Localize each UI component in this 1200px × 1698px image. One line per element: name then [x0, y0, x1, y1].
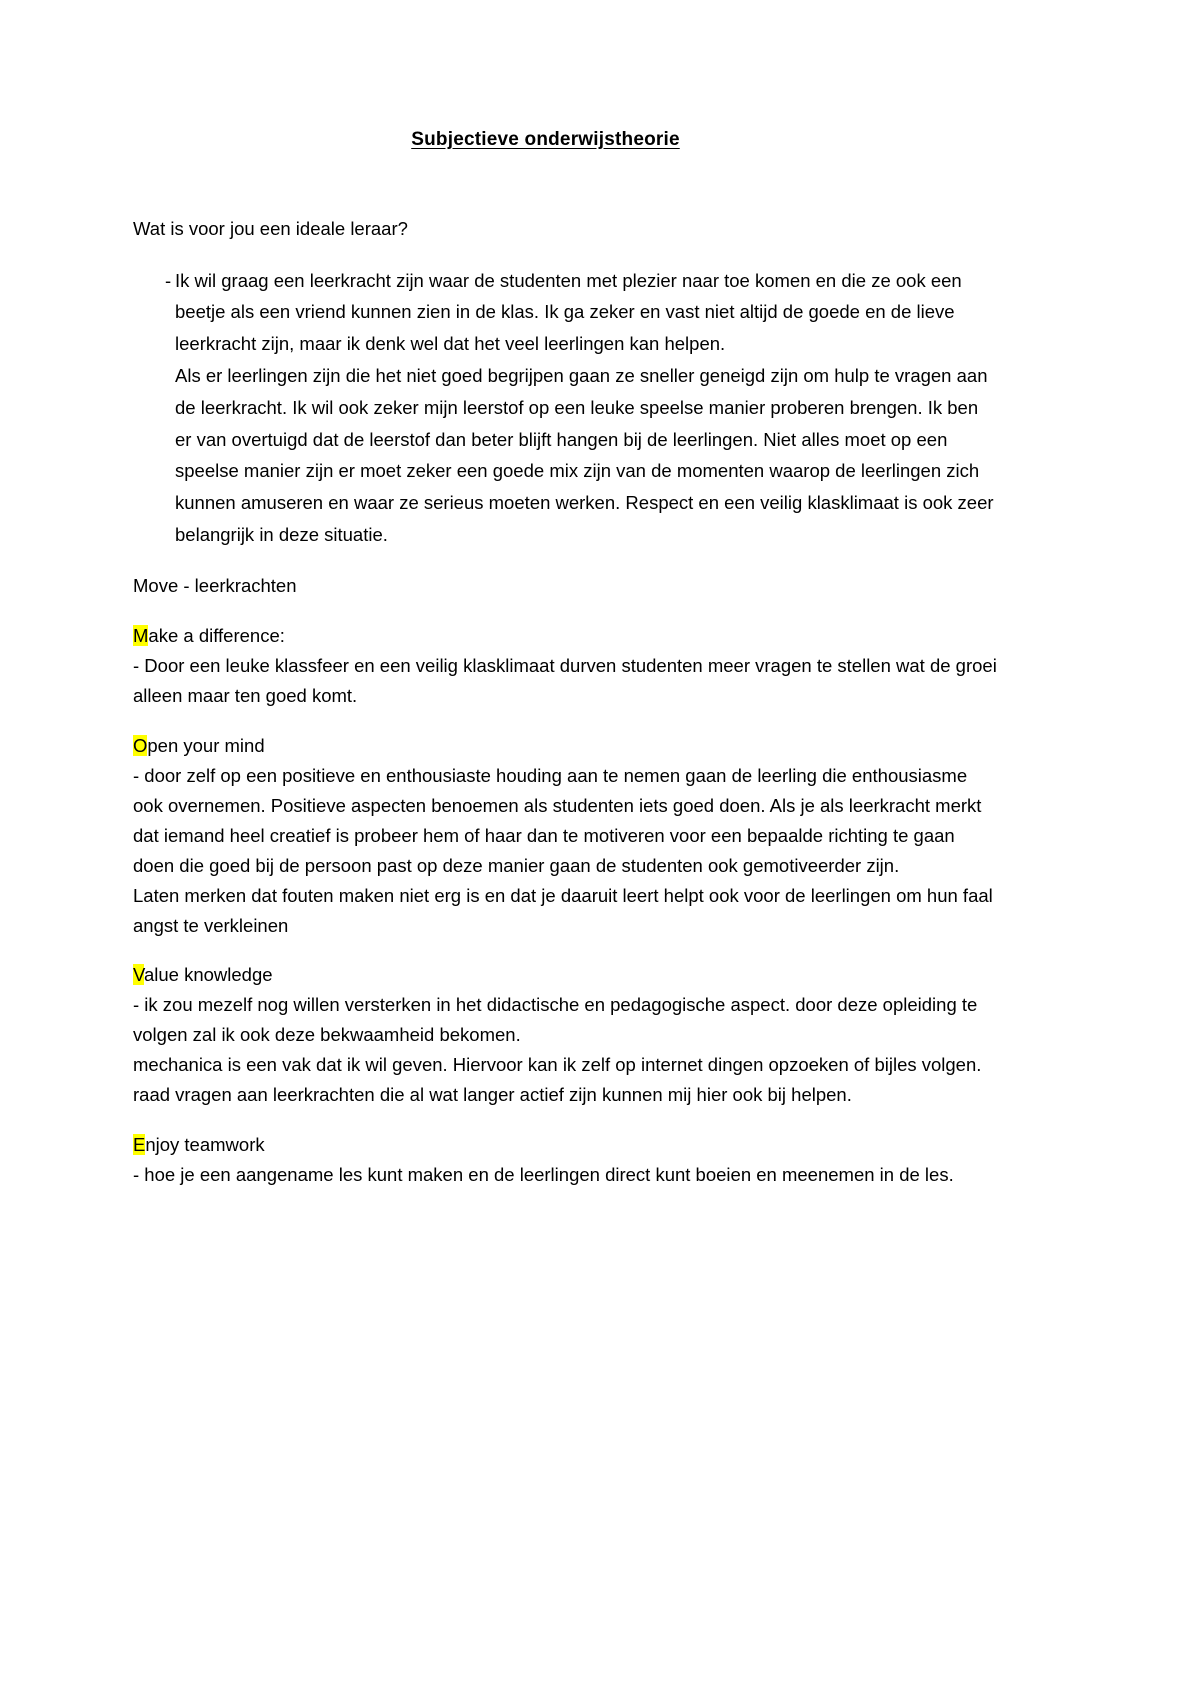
move-label-spacer [133, 601, 998, 621]
section-paragraph: mechanica is een vak dat ik wil geven. Hiervoor kan ik zelf op internet dingen opzoeken of bijles volgen. [133, 1054, 982, 1076]
section-heading-rest-value-knowledge: alue knowledge [143, 964, 273, 986]
question-spacer [133, 243, 998, 265]
bullet-spacer [133, 551, 998, 571]
section-paragraph: raad vragen aan leerkrachten die al wat langer actief zijn kunnen mij hier ook bij helpen. [133, 1084, 852, 1106]
answer-bullet-text [175, 265, 998, 551]
section-paragraph: - door zelf op een positieve en enthousiaste houding aan te nemen gaan de leerling die enthousiasme ook overnemen. Positieve aspecten benoemen als studenten iets goed doen. Als je als leerkracht merkt dat iemand heel creatief is probeer hem of haar dan te motiveren voor een bepaalde richting te gaan doen die goed bij de persoon past op deze manier gaan de studenten ook gemotiveerder zijn. [133, 764, 982, 876]
move-label: Move - leerkrachten [133, 574, 297, 596]
answer-paragraph-2: Als er leerlingen zijn die het niet goed begrijpen gaan ze sneller geneigd zijn om hulp te vragen aan de leerkracht. Ik wil ook zeker mijn leerstof op een leuke speelse manier proberen brengen. Ik ben er van overtuigd dat de leerstof dan beter blijft hangen bij de leerlingen. Niet alles moet op een speelse manier zijn er moet zeker een goede mix zijn van de momenten waarop de leerlingen zich kunnen amuseren en waar ze serieus moeten werken. Respect en een veilig klasklimaat is ook zeer belangrijk in deze situatie. [175, 364, 994, 545]
answer-bullet-item [133, 265, 998, 551]
section-heading-rest-open-your-mind: pen your mind [147, 734, 265, 756]
bullet-marker-icon: - [165, 269, 172, 291]
section-paragraph: - hoe je een aangename les kunt maken en de leerlingen direct kunt boeien en meenemen in de les. [133, 1164, 954, 1186]
title-spacer [133, 153, 998, 216]
highlight-initial-o: O [133, 734, 148, 756]
document-body [133, 128, 998, 1190]
section-body-open-your-mind [133, 761, 998, 941]
section-heading-rest-enjoy-teamwork: njoy teamwork [145, 1134, 265, 1156]
answer-paragraph-1: Ik wil graag een leerkracht zijn waar de studenten met plezier naar toe komen en die ze ook een beetje als een vriend kunnen zien in de klas. Ik ga zeker en vast niet altijd de goede en de lieve leerkracht zijn, maar ik denk wel dat het veel leerlingen kan helpen. [175, 269, 962, 355]
page-title: Subjectieve onderwijstheorie [411, 129, 680, 150]
section-body-make-a-difference [133, 651, 998, 711]
section-heading-enjoy-teamwork [133, 1130, 998, 1160]
section-body-value-knowledge [133, 990, 998, 1110]
section-spacer-1 [133, 711, 998, 731]
prompt-question: Wat is voor jou een ideale leraar? [133, 217, 408, 239]
highlight-initial-e: E [133, 1134, 146, 1156]
section-paragraph: - Door een leuke klassfeer en een veilig klasklimaat durven studenten meer vragen te stellen wat de groei alleen maar ten goed komt. [133, 654, 997, 706]
highlight-initial-v: V [133, 964, 144, 986]
highlight-initial-m: M [133, 624, 149, 646]
section-heading-open-your-mind [133, 731, 998, 761]
section-paragraph: Laten merken dat fouten maken niet erg is en dat je daaruit leert helpt ook voor de leerlingen om hun faal angst te verkleinen [133, 884, 993, 936]
section-heading-rest-make-a-difference: ake a difference: [148, 624, 285, 646]
section-paragraph: - ik zou mezelf nog willen versterken in het didactische en pedagogische aspect. door deze opleiding te volgen zal ik ook deze bekwaamheid bekomen. [133, 994, 978, 1046]
section-spacer-2 [133, 940, 998, 960]
section-body-enjoy-teamwork [133, 1160, 998, 1190]
section-heading-value-knowledge [133, 960, 998, 990]
section-spacer-3 [133, 1110, 998, 1130]
section-heading-make-a-difference [133, 621, 998, 651]
